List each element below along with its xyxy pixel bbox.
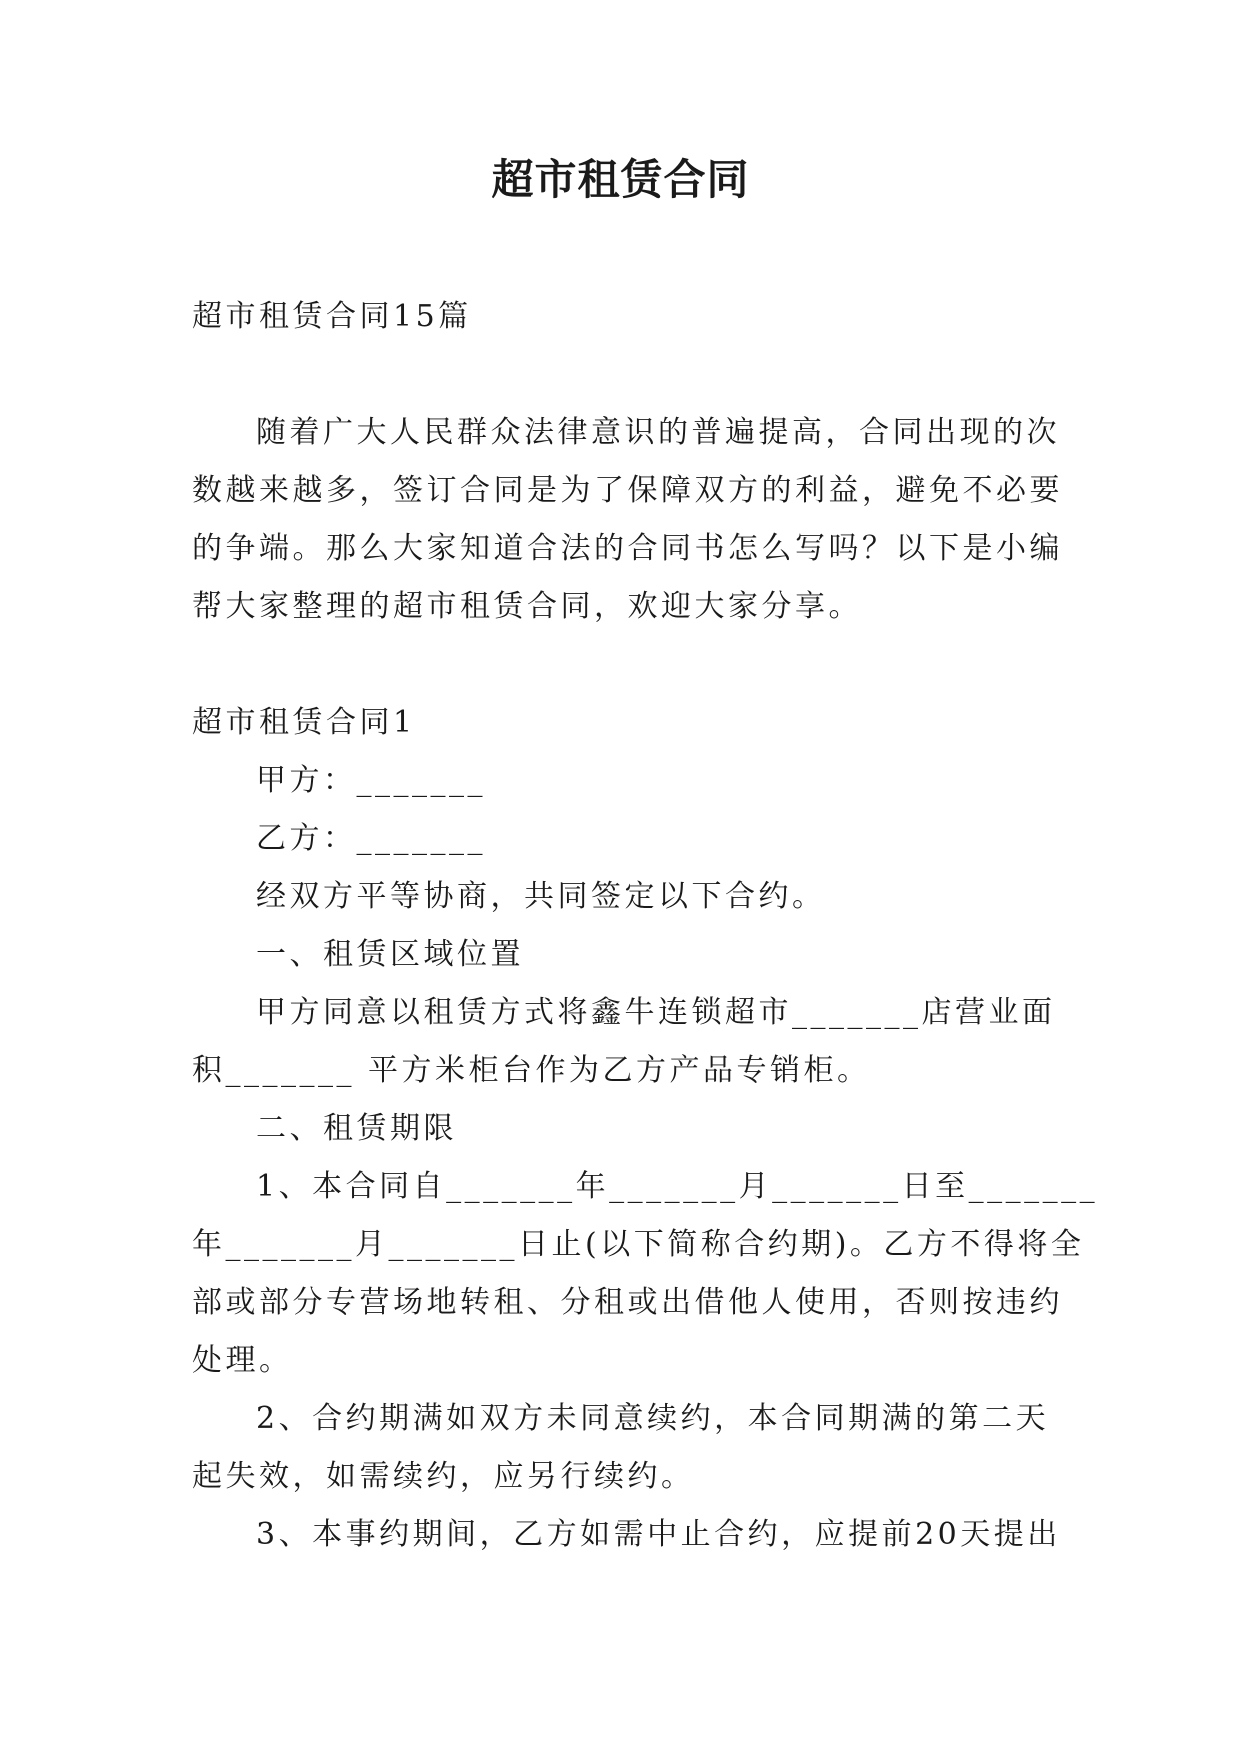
clause1-line: 1、本合同自_______年_______月_______日至_______ xyxy=(256,1169,1099,1204)
intro-paragraph xyxy=(192,404,1063,636)
document-body xyxy=(192,288,1099,1564)
clause1-paragraph xyxy=(192,1158,1099,1390)
clause2-line: 起失效，如需续约，应另行续约。 xyxy=(192,1459,695,1494)
clause2-paragraph xyxy=(192,1390,1058,1506)
clause3-paragraph xyxy=(192,1506,1061,1564)
document-title: 超市租赁合同 xyxy=(491,155,750,204)
intro-line: 帮大家整理的超市租赁合同，欢迎大家分享。 xyxy=(192,589,862,624)
clause1-line: 年_______月_______日止(以下简称合约期)。乙方不得将全 xyxy=(192,1227,1085,1262)
section2-heading: 二、租赁期限 xyxy=(256,1111,457,1146)
intro-line: 随着广大人民群众法律意识的普遍提高，合同出现的次 xyxy=(256,415,1060,450)
contract-heading: 超市租赁合同1 xyxy=(192,705,416,740)
series-heading: 超市租赁合同15篇 xyxy=(192,299,472,334)
section1-line: 积_______ 平方米柜台作为乙方产品专销柜。 xyxy=(192,1053,871,1088)
section1-paragraph xyxy=(192,984,1058,1100)
agreement-line: 经双方平等协商，共同签定以下合约。 xyxy=(256,879,826,914)
clause2-line: 2、合约期满如双方未同意续约，本合同期满的第二天 xyxy=(256,1401,1050,1436)
party-b-line: 乙方：_______ xyxy=(256,821,486,856)
clause1-line: 部或部分专营场地转租、分租或出借他人使用，否则按违约 xyxy=(192,1285,1063,1320)
section1-heading: 一、租赁区域位置 xyxy=(256,937,524,972)
clause3-line: 3、本事约期间，乙方如需中止合约，应提前20天提出 xyxy=(256,1517,1061,1552)
section1-line: 甲方同意以租赁方式将鑫牛连锁超市_______店营业面 xyxy=(256,995,1056,1030)
clause1-line: 处理。 xyxy=(192,1343,293,1378)
intro-line: 的争端。那么大家知道合法的合同书怎么写吗？以下是小编 xyxy=(192,531,1063,566)
intro-line: 数越来越多，签订合同是为了保障双方的利益，避免不必要 xyxy=(192,473,1063,508)
party-a-line: 甲方：_______ xyxy=(256,763,486,798)
